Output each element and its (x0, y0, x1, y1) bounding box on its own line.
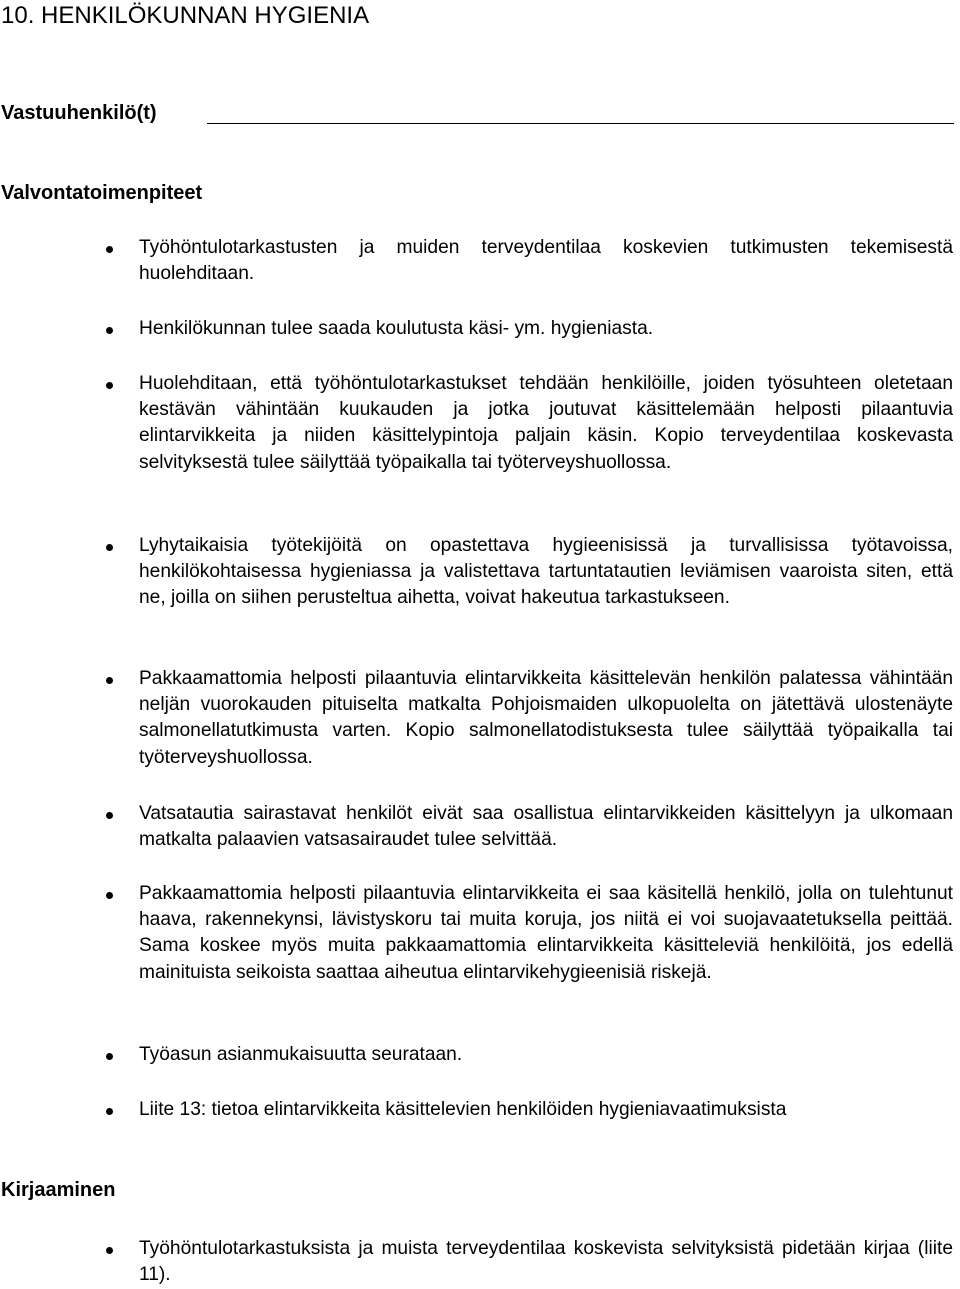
responsible-person-blank-line (207, 123, 954, 124)
bullet-icon (106, 1247, 113, 1254)
bullet-icon (106, 812, 113, 819)
bullet-icon (106, 382, 113, 389)
responsible-person-label: Vastuuhenkilö(t) (1, 102, 157, 124)
bullet-icon (106, 544, 113, 551)
bullet-icon (106, 677, 113, 684)
list-item-text: Pakkaamattomia helposti pilaantuvia elintarvikkeita käsittelevän henkilön palatessa vähintään neljän vuorokauden pituiselta matkalta Pohjoismaiden ulkopuolelta on jätettävä ulostenäyte salmonellatutkimusta varten. Kopio salmonellatodistuksesta tulee säilyttää työpaikalla tai työterveyshuollossa. (139, 668, 953, 768)
list-item-text: Työhöntulotarkastusten ja muiden terveydentilaa koskevien tutkimusten tekemisestä huolehditaan. (139, 237, 953, 285)
list-item-text: Työhöntulotarkastuksista ja muista terveydentilaa koskevista selvityksistä pidetään kirjaa (liite 11). (139, 1238, 953, 1286)
list-item-text: Vatsatautia sairastavat henkilöt eivät saa osallistua elintarvikkeiden käsittelyyn ja ulkomaan matkalta palaavien vatsasairaudet tulee selvittää. (139, 803, 953, 851)
list-item-text: Lyhytaikaisia työtekijöitä on opastettava hygieenisissä ja turvallisissa työtavoissa, henkilökohtaisessa hygieniassa ja valistettava tartuntatautien leviämisen vaaroista siten, että ne, joilla on siihen perusteltua aihetta, voivat hakeutua tarkastukseen. (139, 535, 953, 609)
list-item-text: Työasun asianmukaisuutta seurataan. (139, 1044, 463, 1065)
bullet-icon (106, 1053, 113, 1060)
list-item-text: Huolehditaan, että työhöntulotarkastukset tehdään henkilöille, joiden työsuhteen oletetaan kestävän vähintään kuukauden ja jotka joutuvat käsittelemään helposti pilaantuvia elintarvikkeita ja niiden käsittelypintoja paljain käsin. Kopio terveydentilaa koskevasta selvityksestä tulee säilyttää työpaikalla tai työterveyshuollossa. (139, 373, 953, 473)
list-item-text: Henkilökunnan tulee saada koulutusta käsi- ym. hygieniasta. (139, 318, 654, 339)
document-title: 10. HENKILÖKUNNAN HYGIENIA (1, 2, 370, 29)
list-item-text: Liite 13: tietoa elintarvikkeita käsittelevien henkilöiden hygieniavaatimuksista (139, 1099, 787, 1120)
bullet-icon (106, 1108, 113, 1115)
records-heading: Kirjaaminen (1, 1179, 116, 1201)
bullet-icon (106, 892, 113, 899)
list-item-text: Pakkaamattomia helposti pilaantuvia elintarvikkeita ei saa käsitellä henkilö, jolla on tulehtunut haava, rakennekynsi, lävistyskoru tai muita koruja, jos niitä ei voi suojavaatetuksella peittää. Sama koskee myös muita pakkaamattomia elintarvikkeita käsitteleviä henkilöitä, jos edellä mainituista seikoista saattaa aiheutua elintarvikehygieenisiä riskejä. (139, 883, 953, 983)
bullet-icon (106, 246, 113, 253)
monitoring-heading: Valvontatoimenpiteet (1, 182, 203, 204)
bullet-icon (106, 327, 113, 334)
